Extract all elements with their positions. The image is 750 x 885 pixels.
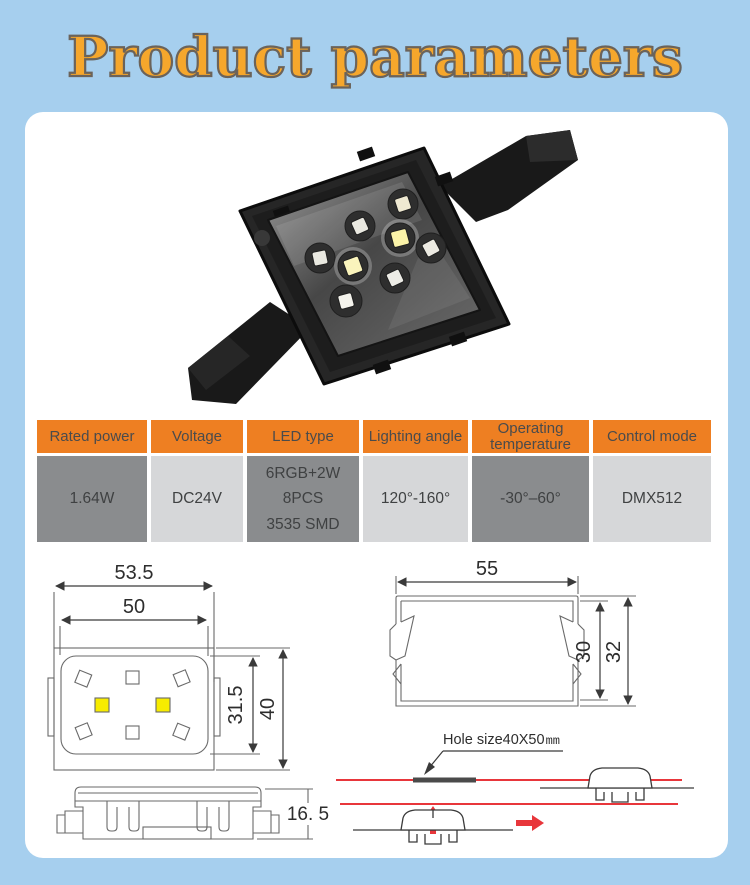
column-header: Control mode: [593, 420, 711, 453]
table-column: [472, 420, 589, 542]
dim-inner-width: 50: [122, 596, 146, 618]
cell-line: 8PCS: [282, 490, 324, 508]
cell-line: 120°-160°: [380, 490, 451, 508]
installed-module: [540, 768, 694, 802]
dim-outer-width: 53.5: [114, 562, 154, 584]
column-header: Rated power: [37, 420, 147, 453]
yellow-led: [95, 698, 109, 712]
column-value: [593, 456, 711, 542]
table-column: [151, 420, 243, 542]
slide-right-arrow: [516, 815, 544, 831]
column-header: LED type: [247, 420, 359, 453]
table-column: [247, 420, 359, 542]
cell-line: 1.64W: [69, 490, 115, 508]
column-value: [247, 456, 359, 542]
leader-arrow: [429, 751, 563, 768]
cell-line: DMX512: [621, 490, 683, 508]
column-header: Operating temperature: [472, 420, 589, 453]
table-column: [363, 420, 468, 542]
cell-line: 3535 SMD: [266, 515, 340, 533]
column-value: [151, 456, 243, 542]
dim-channel-inner-height: 30: [573, 640, 595, 664]
table-column: [37, 420, 147, 542]
parameters-table: [37, 420, 713, 542]
column-value: [37, 456, 147, 542]
cell-line: DC24V: [172, 490, 222, 508]
side-view-drawing: [45, 781, 345, 858]
dim-outer-height: 40: [257, 697, 279, 721]
leader-arrowhead: [424, 762, 435, 775]
column-value: [472, 456, 589, 542]
column-header: Lighting angle: [363, 420, 468, 453]
column-header: Voltage: [151, 420, 243, 453]
installation-drawing: [328, 718, 703, 858]
page-title: Product parameters: [67, 24, 683, 89]
column-value: [363, 456, 468, 542]
dim-channel-width: 55: [475, 560, 499, 580]
hole-size-label: Hole size40X50mm: [443, 732, 560, 748]
top-view-drawing: [40, 560, 305, 778]
profile-drawing: [378, 560, 658, 720]
dim-side-height: 16. 5: [286, 804, 330, 825]
table-column: [593, 420, 711, 542]
yellow-led: [156, 698, 170, 712]
dim-inner-height: 31.5: [225, 685, 247, 725]
cell-line: 6RGB+2W: [265, 464, 341, 482]
product-photo: [178, 116, 578, 412]
cell-line: -30°–60°: [500, 490, 561, 508]
module-before-insert: [353, 810, 513, 844]
dim-channel-outer-height: 32: [603, 640, 625, 664]
